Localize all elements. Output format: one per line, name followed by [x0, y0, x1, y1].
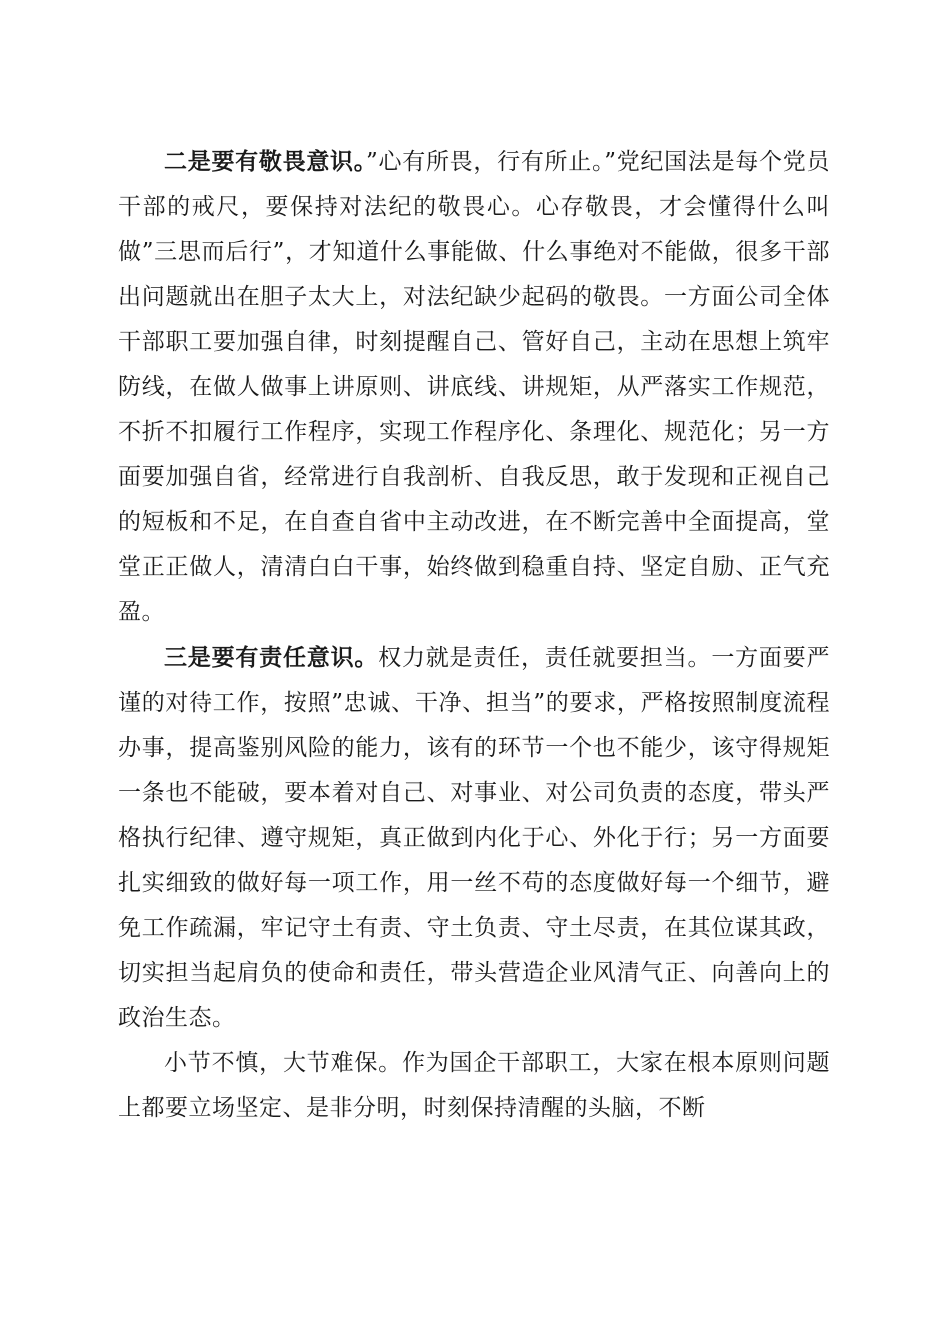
paragraph-text: ”心有所畏，行有所止。”党纪国法是每个党员干部的戒尺，要保持对法纪的敬畏心。心存敬畏，才会懂得什么叫做”三思而后行”，才知道什么事能做、什么事绝对不能做，很多干部出问题就出在胆子太大上，对法纪缺少起码的敬畏。一方面公司全体干部职工要加强自律，时刻提醒自己、管好自己，主动在思想上筑牢防线，在做人做事上讲原则、讲底线、讲规矩，从严落实工作规范，不折不扣履行工作程序，实现工作程序化、条理化、规范化；另一方面要加强自省，经常进行自我剖析、自我反思，敢于发现和正视自己的短板和不足，在自查自省中主动改进，在不断完善中全面提高，堂堂正正做人，清清白白干事，始终做到稳重自持、坚定自励、正气充盈。 [118, 149, 830, 625]
document-body [118, 139, 830, 1131]
paragraph-conclusion [118, 1041, 830, 1131]
paragraph-text: 小节不慎，大节难保。作为国企干部职工，大家在根本原则问题上都要立场坚定、是非分明，时刻保持清醒的头脑，不断 [118, 1050, 830, 1121]
paragraph-awe-awareness [118, 139, 830, 635]
paragraph-text: 权力就是责任，责任就要担当。一方面要严谨的对待工作，按照”忠诚、干净、担当”的要求，严格按照制度流程办事，提高鉴别风险的能力，该有的环节一个也不能少，该守得规矩一条也不能破，要本着对自己、对事业、对公司负责的态度，带头严格执行纪律、遵守规矩，真正做到内化于心、外化于行；另一方面要扎实细致的做好每一项工作，用一丝不苟的态度做好每一个细节，避免工作疏漏，牢记守土有责、守土负责、守土尽责，在其位谋其政，切实担当起肩负的使命和责任，带头营造企业风清气正、向善向上的政治生态。 [118, 645, 831, 1031]
paragraph-heading: 二是要有敬畏意识。 [164, 148, 367, 175]
paragraph-responsibility-awareness [118, 635, 830, 1041]
paragraph-heading: 三是要有责任意识。 [164, 644, 379, 671]
